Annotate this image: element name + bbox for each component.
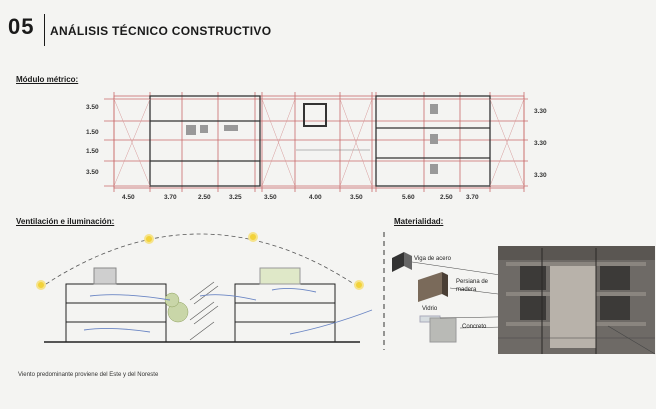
height-dim-right: 3.30 [534, 108, 547, 115]
height-dim-left: 3.50 [86, 169, 99, 176]
width-dim: 3.70 [466, 194, 479, 201]
height-dim-left: 1.50 [86, 129, 99, 136]
height-dim-left: 1.50 [86, 148, 99, 155]
label-concrete: Concreto [462, 324, 487, 330]
page-title: ANÁLISIS TÉCNICO CONSTRUCTIVO [50, 24, 272, 38]
height-dim-left: 3.50 [86, 104, 99, 111]
width-dim: 5.60 [402, 194, 415, 201]
width-dim: 2.50 [440, 194, 453, 201]
width-dim: 3.25 [229, 194, 242, 201]
width-dim: 3.50 [264, 194, 277, 201]
section-number: 05 [8, 14, 35, 39]
height-dim-right: 3.30 [534, 140, 547, 147]
width-dim: 3.70 [164, 194, 177, 201]
width-dim: 3.50 [350, 194, 363, 201]
section-heading-modulo: Módulo métrico: [16, 75, 79, 84]
label-steel-beam: Viga de acero [414, 256, 451, 262]
section-heading-ventilacion: Ventilación e iluminación: [16, 217, 115, 226]
section-heading-materialidad: Materialidad: [394, 217, 444, 226]
label-glass: Vidrio [422, 306, 438, 312]
width-dim: 4.50 [122, 194, 135, 201]
label-wood-louver: Persiana de madera [456, 279, 489, 293]
width-dim: 4.00 [309, 194, 322, 201]
width-dim: 2.50 [198, 194, 211, 201]
ventilation-caption: Viento predominante proviene del Este y del Noreste [18, 372, 159, 378]
height-dim-right: 3.30 [534, 172, 547, 179]
